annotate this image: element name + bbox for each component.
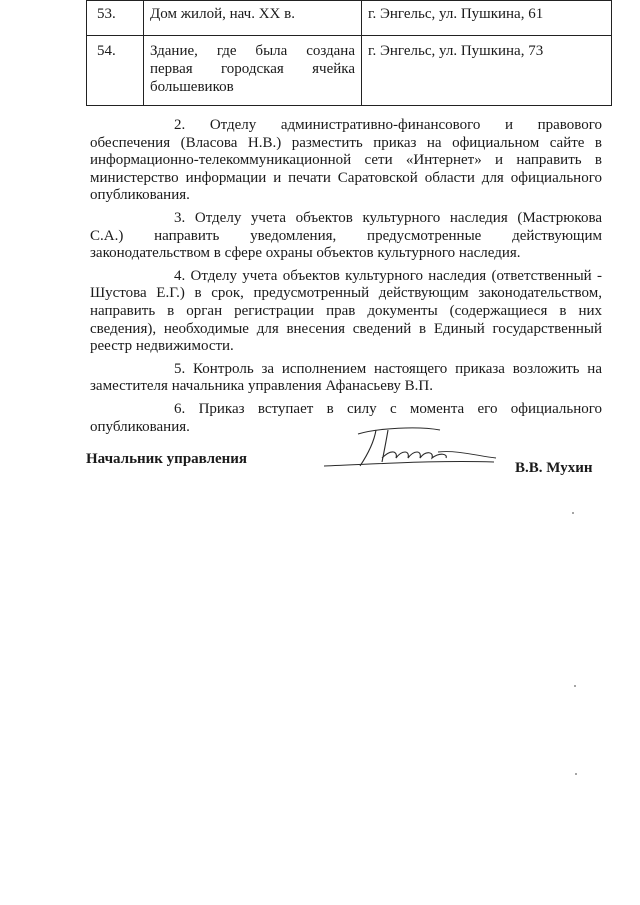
- clause-3: [90, 210, 602, 263]
- clause-number: 3.: [174, 209, 186, 226]
- object-name: Здание, где была создана первая городская ячейка большевиков: [144, 36, 362, 106]
- object-address: г. Энгельс, ул. Пушкина, 73: [362, 36, 612, 106]
- clause-2: [90, 117, 602, 205]
- row-number: 54.: [87, 36, 144, 106]
- object-name: Дом жилой, нач. XX в.: [144, 1, 362, 36]
- clause-text: Приказ вступает в силу с момента его официального опубликования.: [90, 400, 602, 435]
- object-address: г. Энгельс, ул. Пушкина, 61: [362, 1, 612, 36]
- clause-4: [90, 268, 602, 356]
- handwritten-signature: [318, 422, 498, 472]
- clause-5: [90, 361, 602, 396]
- order-clauses: [90, 117, 602, 441]
- clause-text: Отделу административно-финансового и правового обеспечения (Власова Н.В.) разместить приказ на официальном сайте в информационно-телекоммуникационной сети «Интернет» и направить в министерство информации и печати Саратовской области для официального опубликования.: [90, 117, 602, 204]
- table-row: [87, 36, 612, 106]
- signatory-title: Начальник управления: [86, 451, 248, 467]
- clause-text: Отделу учета объектов культурного наследия (Мастрюкова С.А.) направить уведомления, предусмотренные действующим законодательством в сфере охраны объектов культурного наследия.: [90, 209, 602, 262]
- scan-speck: [574, 685, 576, 687]
- row-number: 53.: [87, 1, 144, 36]
- signatory-name: В.В. Мухин: [515, 460, 593, 476]
- clause-number: 6.: [174, 400, 186, 417]
- clause-number: 2.: [174, 117, 186, 133]
- scan-speck: [572, 512, 574, 514]
- clause-text: Контроль за исполнением настоящего приказа возложить на заместителя начальника управления Афанасьеву В.П.: [90, 360, 602, 395]
- scan-speck: [575, 773, 577, 775]
- clause-number: 4.: [174, 267, 186, 284]
- clause-number: 5.: [174, 360, 186, 377]
- clause-text: Отделу учета объектов культурного наследия (ответственный - Шустова Е.Г.) в срок, предусмотренный действующим законодательством, направить в орган регистрации прав документы (содержащиеся в них сведения), необходимые для внесения сведений в Единый государственный реестр недвижимости.: [90, 267, 602, 355]
- table-row: [87, 1, 612, 36]
- heritage-objects-table: [86, 0, 612, 106]
